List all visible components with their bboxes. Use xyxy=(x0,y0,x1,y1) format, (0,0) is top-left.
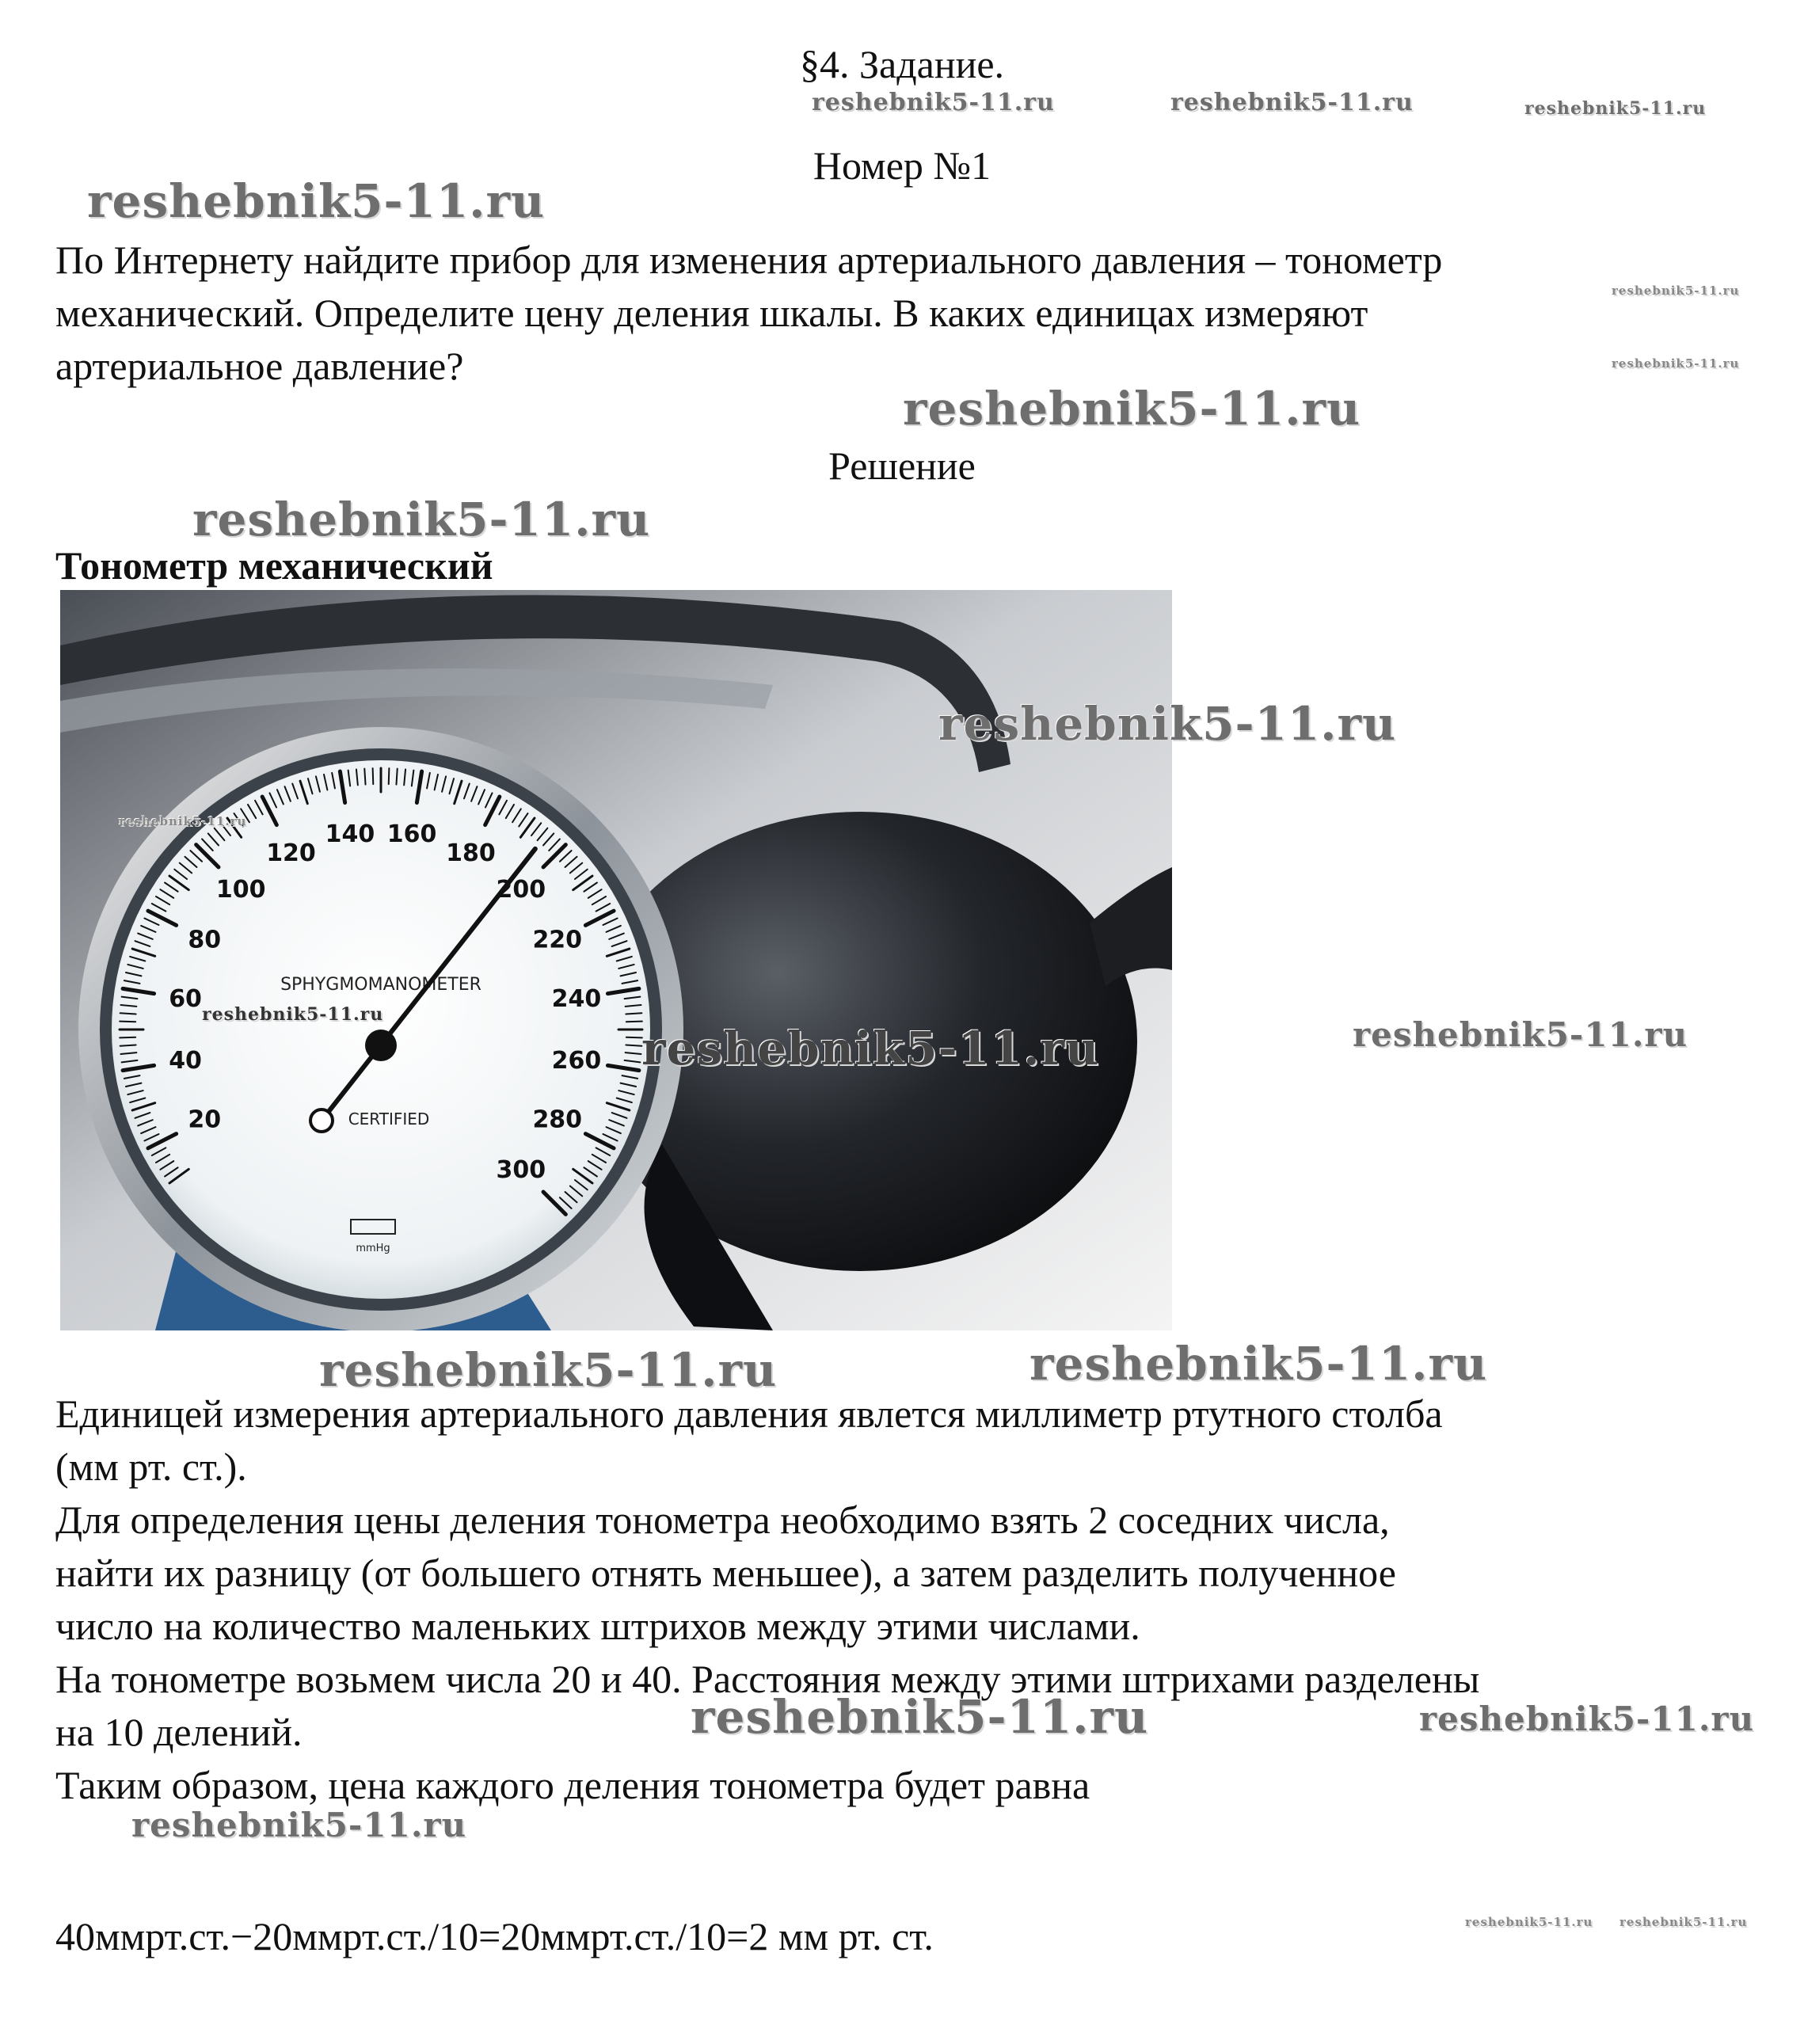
gauge-label: 80 xyxy=(188,926,222,954)
gauge-label: 20 xyxy=(188,1106,222,1134)
gauge-label: 100 xyxy=(215,876,266,904)
gauge-tick xyxy=(396,769,397,785)
gauge-label: 180 xyxy=(446,839,496,868)
watermark: reshebnik5-11.ru xyxy=(202,1004,384,1025)
gauge-brand-text: SPHYGMOMANOMETER xyxy=(280,975,481,995)
watermark: reshebnik5-11.ru xyxy=(1465,1915,1593,1929)
gauge-tick xyxy=(373,768,374,784)
solution-subheading: Тонометр механический xyxy=(55,543,493,588)
gauge-label: 260 xyxy=(551,1047,602,1075)
answer-line-8: Таким образом, цена каждого деления тонометра будет равна xyxy=(55,1763,1090,1807)
watermark: reshebnik5-11.ru xyxy=(319,1343,778,1397)
watermark: reshebnik5-11.ru xyxy=(938,697,1397,751)
watermark: reshebnik5-11.ru xyxy=(691,1690,1149,1744)
watermark: reshebnik5-11.ru xyxy=(1419,1700,1755,1738)
gauge-label: 40 xyxy=(169,1047,202,1075)
gauge-label: 220 xyxy=(532,926,583,954)
gauge-label: 60 xyxy=(169,984,202,1013)
gauge-tick xyxy=(120,1013,136,1014)
watermark: reshebnik5-11.ru xyxy=(1029,1337,1488,1391)
gauge-unit: mmHg xyxy=(356,1243,390,1254)
watermark: reshebnik5-11.ru xyxy=(812,89,1055,116)
section-title: §4. Задание. xyxy=(799,42,1005,86)
task-line-1: По Интернету найдите прибор для изменения артериального давления – тонометр xyxy=(55,238,1443,282)
gauge-label: 160 xyxy=(386,820,437,849)
gauge-tick xyxy=(626,1013,641,1014)
gauge-cert-text: CERTIFIED xyxy=(348,1110,430,1129)
watermark: reshebnik5-11.ru xyxy=(87,174,546,228)
task-number: Номер №1 xyxy=(813,143,991,188)
watermark: reshebnik5-11.ru xyxy=(119,814,247,828)
answer-line-5: число на количество маленьких штрихов между этими числами. xyxy=(55,1604,1140,1648)
watermark: reshebnik5-11.ru xyxy=(641,1022,1100,1075)
solution-heading: Решение xyxy=(828,443,976,488)
watermark: reshebnik5-11.ru xyxy=(1170,89,1414,116)
gauge-label: 280 xyxy=(532,1106,583,1134)
watermark: reshebnik5-11.ru xyxy=(192,493,651,546)
gauge-label: 120 xyxy=(266,839,316,868)
answer-line-2: (мм рт. ст.). xyxy=(55,1445,247,1489)
watermark: reshebnik5-11.ru xyxy=(1353,1015,1688,1054)
watermark: reshebnik5-11.ru xyxy=(1612,284,1740,298)
gauge-label: 300 xyxy=(496,1155,546,1184)
gauge-tick xyxy=(389,768,390,784)
answer-line-3: Для определения цены деления тонометра необходимо взять 2 соседних числа, xyxy=(55,1498,1390,1542)
gauge-tick xyxy=(364,769,365,785)
watermark: reshebnik5-11.ru xyxy=(1612,356,1740,371)
gauge-tick xyxy=(120,1037,135,1038)
answer-line-1: Единицей измерения артериального давления явлется миллиметр ртутного столба xyxy=(55,1391,1443,1436)
answer-line-7: на 10 делений. xyxy=(55,1710,303,1754)
gauge-label: 240 xyxy=(551,984,602,1013)
watermark: reshebnik5-11.ru xyxy=(1619,1915,1748,1929)
watermark: reshebnik5-11.ru xyxy=(903,382,1361,436)
gauge-tick xyxy=(626,1037,642,1038)
answer-line-4: найти их разницу (от большего отнять меньшее), а затем разделить полученное xyxy=(55,1551,1396,1595)
answer-line-6: На тонометре возьмем числа 20 и 40. Расстояния между этими штрихами разделены xyxy=(55,1657,1480,1701)
task-line-3: артериальное давление? xyxy=(55,344,464,388)
task-line-2: механический. Определите цену деления шкалы. В каких единицах измеряют xyxy=(55,291,1368,335)
gauge-label: 200 xyxy=(496,876,546,904)
watermark: reshebnik5-11.ru xyxy=(131,1806,467,1844)
answer-formula: 40ммрт.ст.−20ммрт.ст./10=20ммрт.ст./10=2 мм рт. ст. xyxy=(55,1914,934,1958)
gauge-label: 140 xyxy=(325,820,375,849)
watermark: reshebnik5-11.ru xyxy=(1524,98,1707,119)
